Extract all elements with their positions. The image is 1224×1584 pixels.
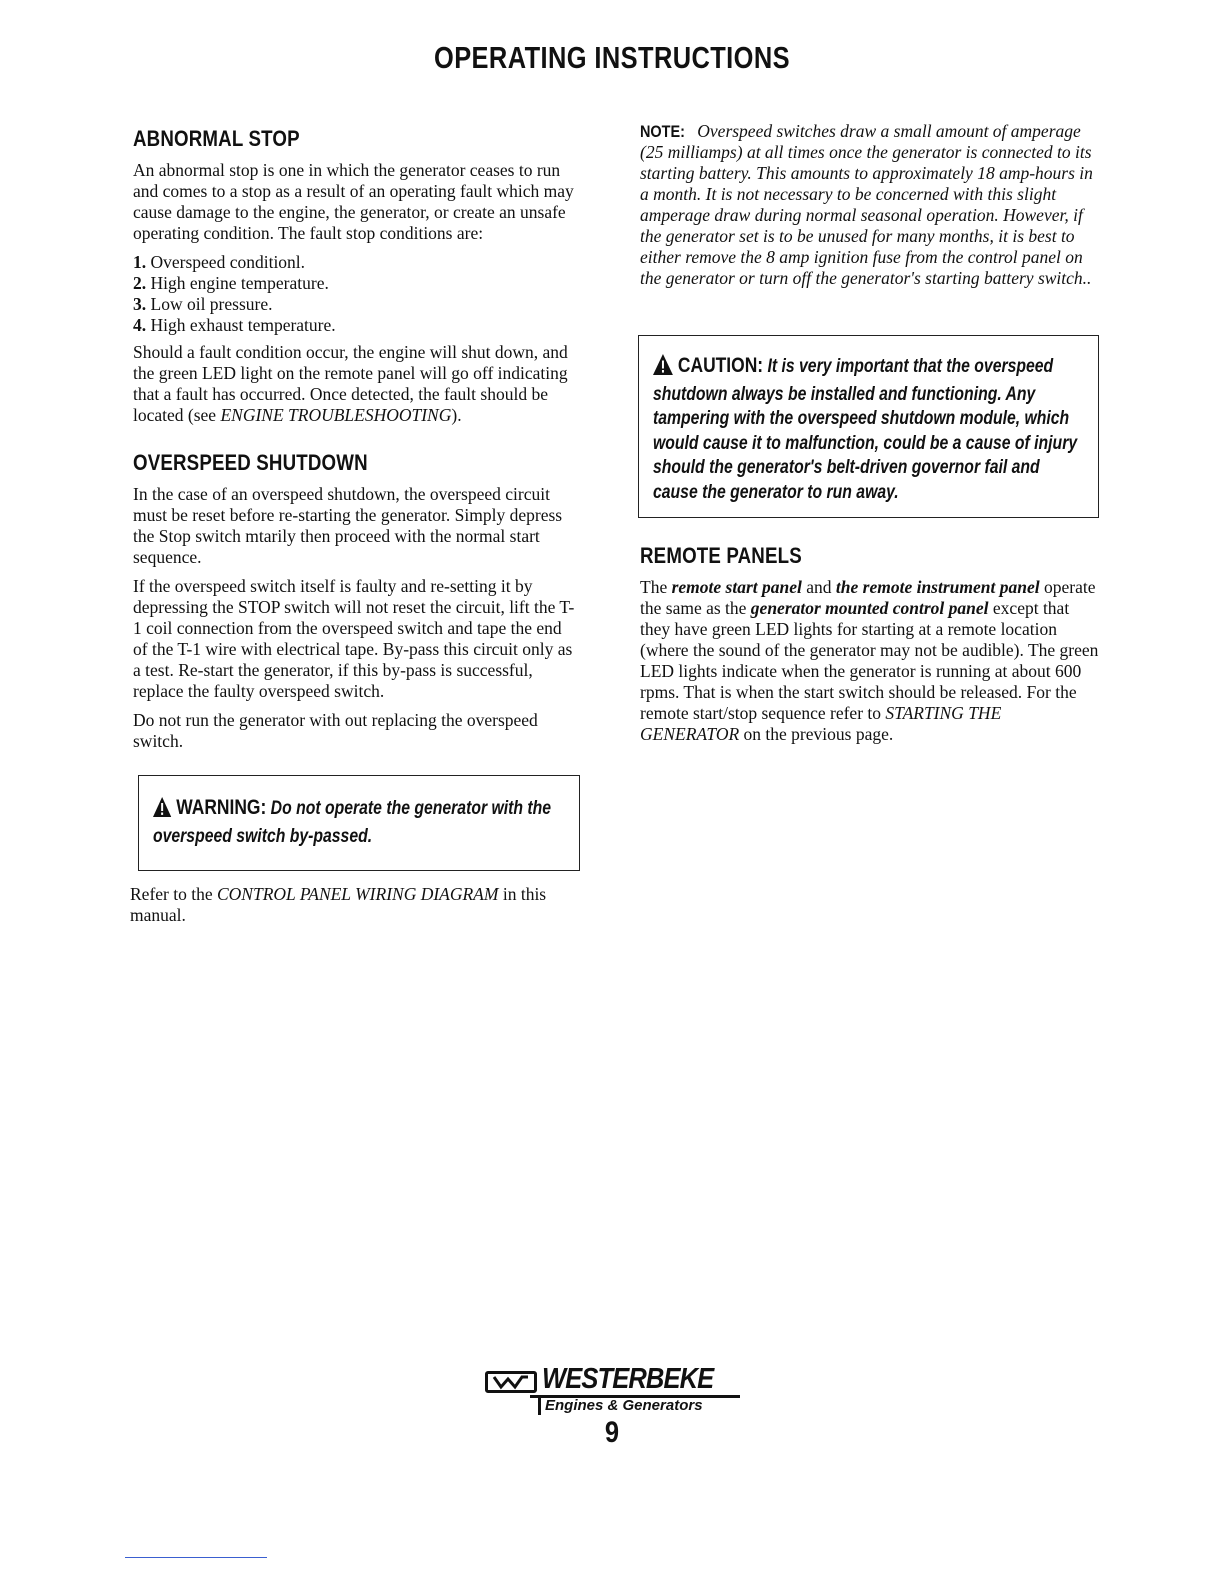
- warning-box: [138, 775, 580, 871]
- fault-condition-paragraph: Should a fault condition occur, the engine will shut down, and the green LED light on the remote panel will go off indicating that a fault has occurred. Once detected, the fault should be located (see ENGINE TROUBLESHOOTING).: [133, 342, 568, 425]
- abnormal-stop-heading: ABNORMAL STOP: [133, 126, 300, 151]
- wiring-diagram-reference: Refer to the CONTROL PANEL WIRING DIAGRAM in this manual.: [130, 884, 547, 925]
- remote-panels-paragraph: The remote start panel and the remote instrument panel operate the same as the generator mounted control panel except that they have green LED lights for starting at a remote location (where the sound of the generator may not be audible). The green LED lights indicate when the generator is running at about 600 rpms. That is when the start switch should be released. For the remote start/stop sequence refer to STARTING THE GENERATOR on the previous page.: [640, 577, 1099, 744]
- bottom-rule: [125, 1557, 267, 1558]
- westerbeke-logo: [485, 1365, 745, 1415]
- caution-triangle-icon: [653, 354, 673, 383]
- list-item: 4. High exhaust temperature.: [133, 315, 336, 335]
- caution-text: It is very important that the overspeed shutdown always be installed and functioning. Any tampering with the overspeed shutdown module, which would cause it to malfunction, could be a cause of injury should the generator's belt-driven governor fail and cause the generator to run away.: [653, 356, 1078, 503]
- caution-label: CAUTION:: [677, 354, 764, 377]
- warning-label: WARNING:: [176, 796, 267, 819]
- right-column: [640, 121, 1100, 289]
- warning-text: Do not operate the generator with the overspeed switch by-passed.: [153, 798, 552, 847]
- brand-name: WESTERBEKE: [542, 1363, 714, 1395]
- left-column: [133, 126, 579, 760]
- list-item: 3. Low oil pressure.: [133, 294, 273, 314]
- overspeed-paragraph-1: In the case of an overspeed shutdown, the overspeed circuit must be reset before re-starting the generator. Simply depress the Stop switch mtarily then proceed with the normal start sequence.: [133, 484, 563, 567]
- abnormal-stop-intro: An abnormal stop is one in which the generator ceases to run and comes to a stop as a result of an operating fault which may cause damage to the engine, the generator, or create an unsafe operating condition. The fault stop conditions are:: [133, 160, 574, 243]
- remote-panels-heading: REMOTE PANELS: [640, 543, 802, 568]
- overspeed-paragraph-2: If the overspeed switch itself is faulty and re-setting it by depressing the STOP switch will not reset the circuit, lift the T-1 coil connection from the overspeed switch and tape the end of the T-1 wire with electrical tape. By-pass this circuit only as a test. Re-start the generator, if this by-pass is successful, replace the faulty overspeed switch.: [133, 576, 575, 701]
- list-item: 1. Overspeed conditionl.: [133, 252, 306, 272]
- remote-panels-section: [640, 543, 1100, 753]
- caution-box: [638, 335, 1099, 518]
- page-number: 9: [604, 1416, 620, 1449]
- logo-mark-icon: [485, 1371, 537, 1393]
- warning-triangle-icon: [153, 797, 171, 825]
- page-title: OPERATING INSTRUCTIONS: [434, 40, 790, 75]
- overspeed-heading: OVERSPEED SHUTDOWN: [133, 450, 368, 475]
- note-label: NOTE:: [640, 122, 685, 141]
- note-paragraph: NOTE: Overspeed switches draw a small amount of amperage (25 milliamps) at all times once the generator is connected to its starting battery. This amounts to approximately 18 amp-hours in a month. It is not necessary to be concerned with this slight amperage draw during normal seasonal operation. However, if the generator set is to be unused for many months, it is best to either remove the 8 amp ignition fuse from the control panel on the generator or turn off the generator's starting battery switch..: [640, 121, 1093, 288]
- fault-conditions-list: [133, 252, 579, 336]
- overspeed-paragraph-3: Do not run the generator with out replacing the overspeed switch.: [133, 710, 538, 751]
- list-item: 2. High engine temperature.: [133, 273, 329, 293]
- engine-troubleshooting-ref: ENGINE TROUBLESHOOTING: [220, 405, 452, 425]
- brand-tagline: Engines & Generators: [545, 1397, 703, 1414]
